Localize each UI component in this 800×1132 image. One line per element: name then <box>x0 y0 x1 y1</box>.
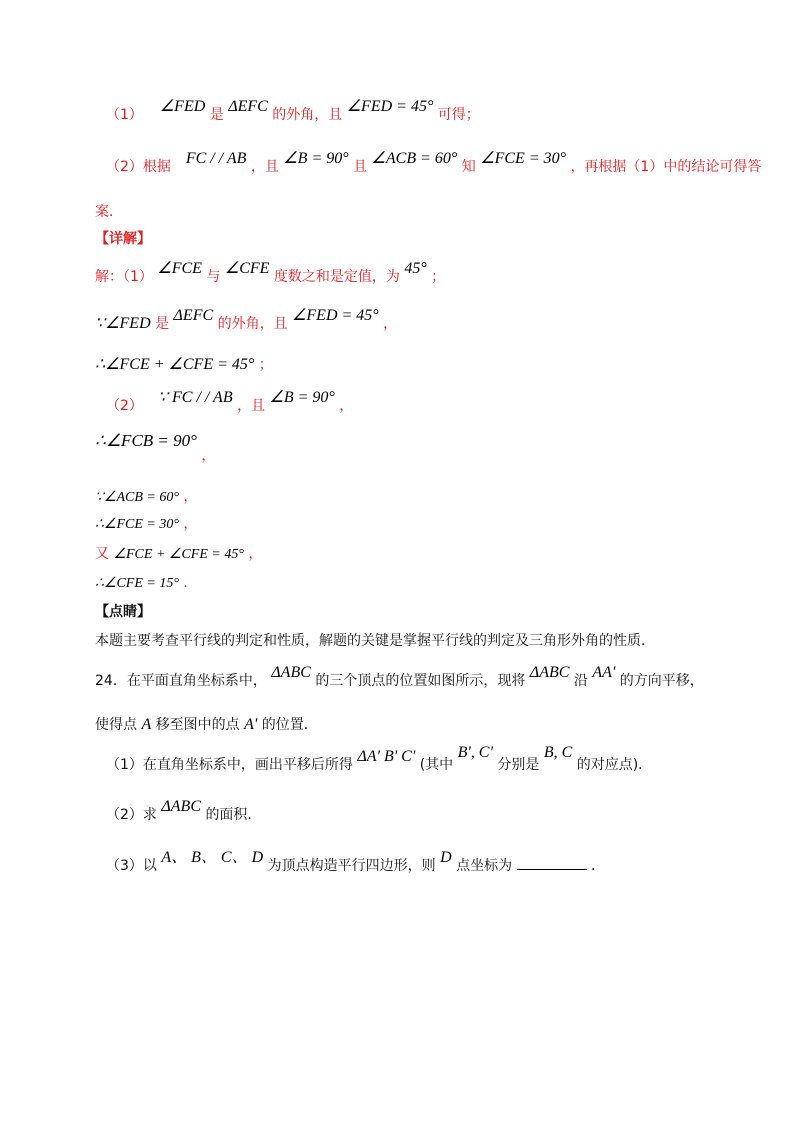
math-b-90-2: ∠B = 90° <box>269 389 335 406</box>
analysis-2-text-b: ，且 <box>250 159 279 175</box>
detail-line-8 <box>95 545 262 564</box>
q24-p1-text-d: 的对应点)． <box>576 757 653 773</box>
math-sum-45: ∴∠FCE + ∠CFE = 45° <box>95 356 255 373</box>
q24-p1-text-b: (其中 <box>419 757 454 773</box>
detail-7-text: ， <box>183 516 198 532</box>
q24-p1-text-a: （1）在直角坐标系中，画出平移后所得 <box>106 757 353 773</box>
detail-heading <box>95 230 151 248</box>
math-fc-parallel-ab: FC / / AB <box>185 150 247 167</box>
detail-line-7 <box>95 515 197 534</box>
math-triangle-abc: ΔABC <box>271 664 311 681</box>
math-triangle-efc-2: ΔEFC <box>173 307 214 324</box>
math-point-a-prime: A' <box>244 716 258 733</box>
detail-4-text-b: ， <box>339 398 354 414</box>
math-fce-30-2: ∴∠FCE = 30° <box>95 517 179 532</box>
q24-p2-text-b: 的面积． <box>205 807 262 823</box>
q24-p3-text-d: ． <box>590 858 605 874</box>
detail-1-prefix: 解：（1） <box>95 269 153 285</box>
q24-line-2 <box>95 716 318 734</box>
analysis-1-text-b: 的外角，且 <box>272 107 343 123</box>
math-angle-fed: ∠FED <box>159 98 206 115</box>
analysis-2-text-d: 知 <box>461 159 476 175</box>
math-fed-45: ∠FED = 45° <box>346 98 434 115</box>
detail-8-text: ， <box>248 546 263 562</box>
math-points-abcd: A、 B、 C、 D <box>161 849 264 866</box>
q24-part-2 <box>106 798 262 824</box>
q24-line-1 <box>95 664 704 690</box>
math-b-c-prime: B', C' <box>457 744 493 761</box>
comment-heading-text: 【点睛】 <box>95 604 151 620</box>
answer-blank <box>517 857 587 870</box>
analysis-line-3 <box>95 203 123 221</box>
detail-4-text-a: ，且 <box>237 398 266 414</box>
math-angle-cfe: ∠CFE <box>224 260 270 277</box>
q24-part-3 <box>106 849 605 875</box>
math-triangle-abc-3: ΔABC <box>161 798 201 815</box>
comment-heading <box>95 603 151 621</box>
comment-text <box>95 632 655 650</box>
detail-line-3 <box>95 356 273 374</box>
math-b-90: ∠B = 90° <box>283 150 349 167</box>
math-sum-45-2: ∠FCE + ∠CFE = 45° <box>113 547 244 562</box>
math-acb-60: ∠ACB = 60° <box>371 150 458 167</box>
q24-1-text-c: 沿 <box>573 673 588 689</box>
math-acb-60-2: ∵∠ACB = 60° <box>95 490 179 505</box>
math-triangle-abc-2: ΔABC <box>529 664 570 681</box>
detail-1-text-c: ； <box>431 269 446 285</box>
q24-p3-text-a: （3）以 <box>106 858 157 874</box>
math-aa-prime: AA' <box>592 664 616 681</box>
math-45: 45° <box>404 260 427 277</box>
math-point-d: D <box>440 849 452 866</box>
math-because-fc-ab: ∵ FC / / AB <box>157 389 233 406</box>
math-triangle-abc-prime: ΔA' B' C' <box>357 748 416 765</box>
analysis-3-text: 案． <box>95 204 123 220</box>
analysis-1-text-c: 可得； <box>437 107 480 123</box>
q24-1-text-d: 的方向平移， <box>619 673 704 689</box>
analysis-1-text-a: 是 <box>209 107 224 123</box>
q24-2-text-a: 使得点 <box>95 717 137 733</box>
math-point-a: A <box>141 716 152 733</box>
detail-heading-text: 【详解】 <box>95 231 151 247</box>
math-triangle-efc: ΔEFC <box>228 98 268 115</box>
detail-1-text-b: 度数之和是定值，为 <box>273 269 400 285</box>
detail-line-5 <box>95 431 216 464</box>
math-fce-30: ∠FCE = 30° <box>480 150 566 167</box>
detail-2-text-b: 的外角，且 <box>217 316 288 332</box>
q24-part-1 <box>106 744 653 774</box>
detail-line-4 <box>106 389 354 415</box>
detail-2-text-c: ， <box>383 316 398 332</box>
detail-line-9 <box>95 574 197 593</box>
q24-2-text-c: 的位置． <box>261 717 318 733</box>
q24-1-text-b: 的三个顶点的位置如图所示，现将 <box>315 673 526 689</box>
detail-3-text: ； <box>258 357 273 373</box>
math-because-fed: ∵∠FED <box>95 315 151 332</box>
detail-5-text: ， <box>201 448 216 464</box>
detail-4-prefix: （2） <box>106 398 143 414</box>
analysis-line-1 <box>106 98 480 124</box>
q24-p2-text-a: （2）求 <box>106 807 157 823</box>
analysis-line-2 <box>106 150 762 176</box>
math-b-c: B, C <box>543 744 573 761</box>
detail-line-2 <box>95 307 398 333</box>
math-angle-fce: ∠FCE <box>157 260 202 277</box>
detail-line-1 <box>95 260 446 286</box>
analysis-1-num: （1） <box>106 107 143 123</box>
comment-text-body: 本题主要考查平行线的判定和性质，解题的关键是掌握平行线的判定及三角形外角的性质． <box>95 633 655 649</box>
math-fed-45-2: ∠FED = 45° <box>292 307 379 324</box>
detail-line-6 <box>95 488 197 507</box>
detail-1-text-a: 与 <box>206 269 221 285</box>
detail-8-prefix: 又 <box>95 546 109 562</box>
detail-6-text: ， <box>183 489 198 505</box>
q24-p1-text-c: 分别是 <box>497 757 540 773</box>
detail-2-text-a: 是 <box>155 316 170 332</box>
analysis-2-text-e: ，再根据（1）中的结论可得答 <box>570 159 762 175</box>
detail-9-text: ． <box>183 575 198 591</box>
q24-p3-text-c: 点坐标为 <box>456 858 513 874</box>
q24-1-text-a: 24．在平面直角坐标系中， <box>95 673 267 689</box>
analysis-2-text-a: （2）根据 <box>106 159 171 175</box>
math-cfe-15: ∴∠CFE = 15° <box>95 576 179 591</box>
q24-2-text-b: 移至图中的点 <box>155 717 240 733</box>
analysis-2-text-c: 且 <box>353 159 368 175</box>
q24-p3-text-b: 为顶点构造平行四边形，则 <box>267 858 436 874</box>
math-fcb-90: ∴∠FCB = 90° <box>95 431 197 450</box>
